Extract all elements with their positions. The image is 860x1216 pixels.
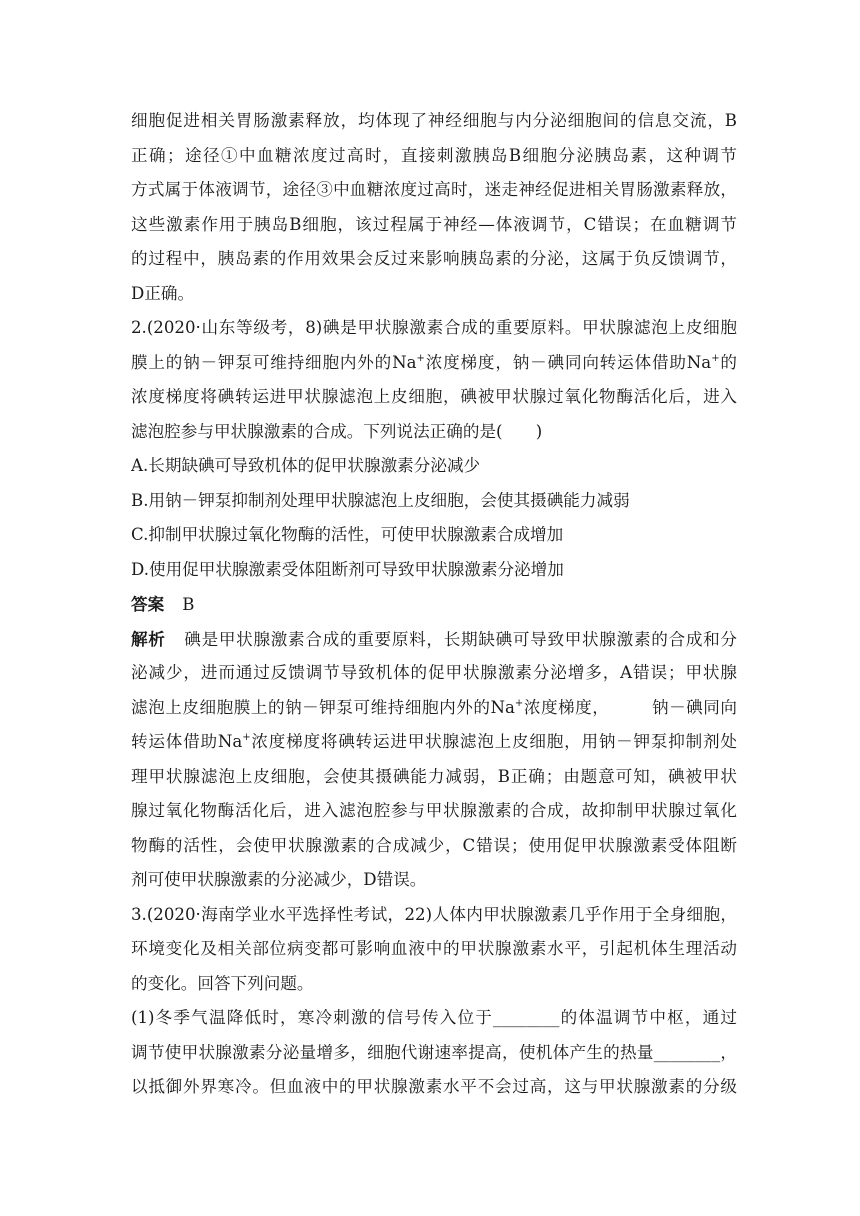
superscript-plus: + [416,352,425,364]
question-stem-line: 3.(2020·海南学业水平选择性考试，22)人体内甲状腺激素几乎作用于全身细胞， [131,904,737,924]
analysis-line: 剂可使甲状腺激素的分泌减少，D错误。 [131,870,427,889]
sub-question-line: (1)冬季气温降低时，寒冷刺激的信号传入位于________的体温调节中枢，通过 [131,1008,737,1027]
text-run: 滤泡上皮细胞膜上的钠－钾泵可维持细胞内外的Na [131,697,515,717]
answer-label: 答案 [131,594,165,614]
analysis-line: 泌减少，进而通过反馈调节导致机体的促甲状腺激素分泌增多，A错误；甲状腺 [131,663,737,682]
question-stem-line: 浓度梯度将碘转运进甲状腺滤泡上皮细胞，碘被甲状腺过氧化物酶活化后，进入 [131,387,737,406]
explanation-continuation [131,104,737,311]
text-run: 转运体借助Na [131,732,243,751]
sub-question-line: 以抵御外界寒冷。但血液中的甲状腺激素水平不会过高，这与甲状腺激素的分级 [131,1077,737,1096]
answer-value: B [182,595,195,614]
text-run: 浓度梯度将碘转运进甲状腺滤泡上皮细胞，用钠－钾泵抑制剂处 [250,732,737,751]
superscript-plus: + [242,732,251,743]
superscript-plus: + [711,352,720,364]
analysis-label: 解析 [131,628,166,649]
question-stem-line: 环境变化及相关部位病变都可影响血液中的甲状腺激素水平，引起机体生理活动 [131,939,737,958]
text-run: 浓度梯度，钠－碘同向转运体借助Na [424,352,712,372]
question-stem-line: 滤泡腔参与甲状腺激素的合成。下列说法正确的是( ) [131,421,543,441]
analysis-line: 物酶的活性，会使甲状腺激素的合成减少，C错误；使用促甲状腺激素受体阻断 [131,835,737,855]
text-run: 膜上的钠－钾泵可维持细胞内外的Na [131,352,417,372]
text-run: 钠－碘同向 [651,697,737,717]
analysis-line: 腺过氧化物酶活化后，进入滤泡腔参与甲状腺激素的合成，故抑制甲状腺过氧化 [131,801,737,820]
document-body [131,104,737,1105]
answer-line [131,587,737,622]
text-line: 方式属于体液调节，途径③中血糖浓度过高时，迷走神经促进相关胃肠激素释放， [131,180,737,199]
text-line: 的过程中，胰岛素的作用效果会反过来影响胰岛素的分泌，这属于负反馈调节， [131,249,737,268]
question-2 [131,311,737,898]
text-run: 碘是甲状腺激素合成的重要原料，长期缺碘可导致甲状腺激素的合成和分 [183,629,737,649]
text-line: 这些激素作用于胰岛B细胞，该过程属于神经—体液调节，C错误；在血糖调节 [131,214,737,234]
analysis-line [131,691,737,726]
text-line: D正确。 [131,283,195,303]
option-c: C.抑制甲状腺过氧化物酶的活性，可使甲状腺激素合成增加 [131,525,564,544]
text-run: 的 [719,352,737,372]
option-b: B.用钠－钾泵抑制剂处理甲状腺滤泡上皮细胞，会使其摄碘能力减弱 [131,490,630,510]
text-line: 细胞促进相关胃肠激素释放，均体现了神经细胞与内分泌细胞间的信息交流，B [131,111,737,130]
option-d: D.使用促甲状腺激素受体阻断剂可导致甲状腺激素分泌增加 [131,559,564,579]
question-stem-line [131,346,737,381]
text-line: 正确；途径①中血糖浓度过高时，直接刺激胰岛B细胞分泌胰岛素，这种调节 [131,145,737,165]
analysis-line: 理甲状腺滤泡上皮细胞，会使其摄碘能力减弱，B正确；由题意可知，碘被甲状 [131,766,737,786]
question-stem-line: 的变化。回答下列问题。 [131,973,314,993]
option-a: A.长期缺碘可导致机体的促甲状腺激素分泌减少 [131,456,481,475]
superscript-plus: + [514,697,524,709]
question-3 [131,898,737,1105]
analysis-line [131,622,737,657]
analysis-line [131,725,737,760]
question-stem-line: 2.(2020·山东等级考，8)碘是甲状腺激素合成的重要原料。甲状腺滤泡上皮细胞 [131,318,737,337]
text-run: 浓度梯度， [523,697,610,717]
sub-question-line: 调节使甲状腺激素分泌量增多，细胞代谢速率提高，使机体产生的热量________， [131,1042,737,1062]
